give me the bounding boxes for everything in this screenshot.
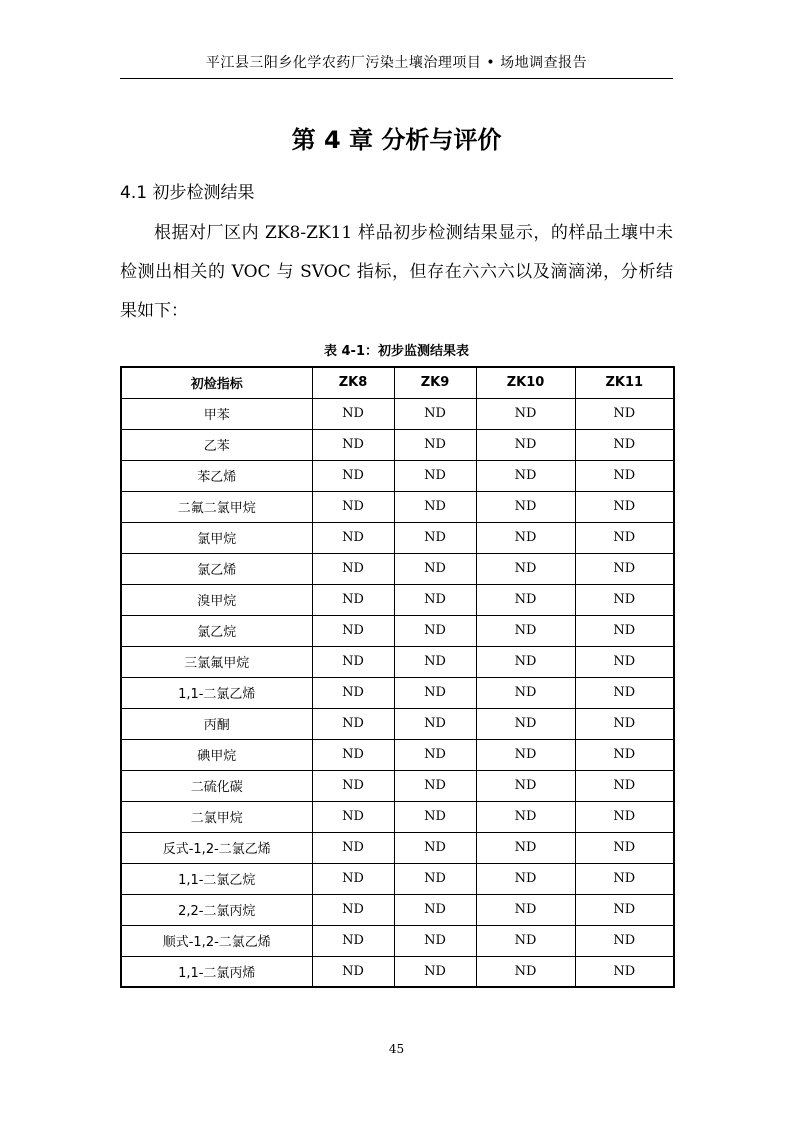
cell-zk11: ND bbox=[575, 801, 674, 832]
table-caption: 表 4-1：初步监测结果表 bbox=[323, 344, 469, 359]
cell-indicator: 甲苯 bbox=[121, 398, 312, 429]
cell-indicator: 1,1-二氯乙烷 bbox=[121, 863, 312, 894]
table-row bbox=[121, 708, 674, 739]
table-row bbox=[121, 956, 674, 987]
cell-zk9: ND bbox=[394, 894, 476, 925]
cell-indicator: 碘甲烷 bbox=[121, 739, 312, 770]
cell-indicator: 溴甲烷 bbox=[121, 584, 312, 615]
cell-zk11: ND bbox=[575, 429, 674, 460]
running-header: 平江县三阳乡化学农药厂污染土壤治理项目 • 场地调查报告 bbox=[205, 55, 588, 71]
cell-zk11: ND bbox=[575, 708, 674, 739]
cell-zk8: ND bbox=[312, 522, 394, 553]
cell-zk10: ND bbox=[476, 832, 575, 863]
cell-zk10: ND bbox=[476, 770, 575, 801]
cell-zk8: ND bbox=[312, 925, 394, 956]
table-body bbox=[121, 398, 674, 987]
cell-indicator: 1,1-二氯乙烯 bbox=[121, 677, 312, 708]
cell-zk11: ND bbox=[575, 956, 674, 987]
cell-zk8: ND bbox=[312, 863, 394, 894]
cell-zk9: ND bbox=[394, 801, 476, 832]
table-row bbox=[121, 522, 674, 553]
cell-zk8: ND bbox=[312, 646, 394, 677]
cell-zk9: ND bbox=[394, 956, 476, 987]
cell-zk11: ND bbox=[575, 646, 674, 677]
cell-zk11: ND bbox=[575, 460, 674, 491]
cell-zk8: ND bbox=[312, 615, 394, 646]
cell-zk8: ND bbox=[312, 739, 394, 770]
cell-zk10: ND bbox=[476, 522, 575, 553]
header-rule bbox=[120, 78, 673, 79]
cell-zk8: ND bbox=[312, 491, 394, 522]
cell-zk9: ND bbox=[394, 584, 476, 615]
cell-zk10: ND bbox=[476, 615, 575, 646]
cell-zk10: ND bbox=[476, 956, 575, 987]
cell-zk11: ND bbox=[575, 677, 674, 708]
cell-zk9: ND bbox=[394, 398, 476, 429]
cell-indicator: 2,2-二氯丙烷 bbox=[121, 894, 312, 925]
table-row bbox=[121, 677, 674, 708]
page-number: 45 bbox=[388, 1042, 405, 1056]
cell-zk10: ND bbox=[476, 553, 575, 584]
table-row bbox=[121, 646, 674, 677]
header-zk10: ZK10 bbox=[476, 367, 575, 398]
chapter-title: 第 4 章 分析与评价 bbox=[291, 126, 502, 154]
cell-zk10: ND bbox=[476, 894, 575, 925]
cell-zk11: ND bbox=[575, 584, 674, 615]
cell-zk10: ND bbox=[476, 491, 575, 522]
cell-zk8: ND bbox=[312, 770, 394, 801]
header-indicator: 初检指标 bbox=[121, 367, 312, 398]
cell-zk8: ND bbox=[312, 584, 394, 615]
cell-zk9: ND bbox=[394, 615, 476, 646]
cell-zk9: ND bbox=[394, 553, 476, 584]
cell-indicator: 丙酮 bbox=[121, 708, 312, 739]
table-row bbox=[121, 553, 674, 584]
cell-indicator: 氯乙烯 bbox=[121, 553, 312, 584]
cell-zk11: ND bbox=[575, 832, 674, 863]
cell-zk9: ND bbox=[394, 491, 476, 522]
cell-zk11: ND bbox=[575, 739, 674, 770]
cell-zk9: ND bbox=[394, 925, 476, 956]
cell-zk8: ND bbox=[312, 801, 394, 832]
cell-zk8: ND bbox=[312, 832, 394, 863]
cell-indicator: 1,1-二氯丙烯 bbox=[121, 956, 312, 987]
cell-zk11: ND bbox=[575, 770, 674, 801]
table-row bbox=[121, 863, 674, 894]
cell-zk8: ND bbox=[312, 677, 394, 708]
cell-zk10: ND bbox=[476, 677, 575, 708]
table-row bbox=[121, 832, 674, 863]
cell-zk9: ND bbox=[394, 739, 476, 770]
cell-zk10: ND bbox=[476, 925, 575, 956]
cell-zk10: ND bbox=[476, 398, 575, 429]
cell-zk10: ND bbox=[476, 460, 575, 491]
cell-indicator: 氯甲烷 bbox=[121, 522, 312, 553]
cell-zk10: ND bbox=[476, 429, 575, 460]
cell-zk8: ND bbox=[312, 398, 394, 429]
cell-zk11: ND bbox=[575, 398, 674, 429]
cell-zk9: ND bbox=[394, 863, 476, 894]
cell-zk9: ND bbox=[394, 677, 476, 708]
cell-zk9: ND bbox=[394, 770, 476, 801]
table-row bbox=[121, 429, 674, 460]
table-row bbox=[121, 491, 674, 522]
cell-zk10: ND bbox=[476, 646, 575, 677]
cell-indicator: 二氯甲烷 bbox=[121, 801, 312, 832]
table-row bbox=[121, 398, 674, 429]
body-paragraph: 根据对厂区内 ZK8-ZK11 样品初步检测结果显示，的样品土壤中未检测出相关的 VOC 与 SVOC 指标，但存在六六六以及滴滴涕，分析结果如下： bbox=[120, 223, 673, 321]
cell-zk8: ND bbox=[312, 894, 394, 925]
table-row bbox=[121, 584, 674, 615]
table-row bbox=[121, 739, 674, 770]
cell-indicator: 乙苯 bbox=[121, 429, 312, 460]
cell-zk9: ND bbox=[394, 832, 476, 863]
cell-indicator: 反式-1,2-二氯乙烯 bbox=[121, 832, 312, 863]
cell-zk8: ND bbox=[312, 553, 394, 584]
cell-zk10: ND bbox=[476, 584, 575, 615]
cell-zk11: ND bbox=[575, 894, 674, 925]
cell-zk9: ND bbox=[394, 460, 476, 491]
cell-zk10: ND bbox=[476, 863, 575, 894]
cell-zk9: ND bbox=[394, 522, 476, 553]
section-title: 4.1 初步检测结果 bbox=[120, 183, 255, 203]
cell-zk11: ND bbox=[575, 863, 674, 894]
cell-zk8: ND bbox=[312, 460, 394, 491]
cell-zk11: ND bbox=[575, 553, 674, 584]
table-row bbox=[121, 615, 674, 646]
table-header-row bbox=[121, 367, 674, 398]
cell-zk11: ND bbox=[575, 615, 674, 646]
header-zk11: ZK11 bbox=[575, 367, 674, 398]
cell-zk11: ND bbox=[575, 925, 674, 956]
cell-zk9: ND bbox=[394, 646, 476, 677]
cell-indicator: 氯乙烷 bbox=[121, 615, 312, 646]
cell-zk9: ND bbox=[394, 708, 476, 739]
header-zk8: ZK8 bbox=[312, 367, 394, 398]
table-row bbox=[121, 770, 674, 801]
cell-zk11: ND bbox=[575, 522, 674, 553]
table-row bbox=[121, 925, 674, 956]
cell-indicator: 三氯氟甲烷 bbox=[121, 646, 312, 677]
table-row bbox=[121, 894, 674, 925]
cell-indicator: 二硫化碳 bbox=[121, 770, 312, 801]
cell-zk8: ND bbox=[312, 956, 394, 987]
cell-indicator: 二氟二氯甲烷 bbox=[121, 491, 312, 522]
cell-zk10: ND bbox=[476, 739, 575, 770]
cell-zk10: ND bbox=[476, 708, 575, 739]
cell-zk9: ND bbox=[394, 429, 476, 460]
cell-indicator: 顺式-1,2-二氯乙烯 bbox=[121, 925, 312, 956]
table-row bbox=[121, 460, 674, 491]
cell-zk8: ND bbox=[312, 708, 394, 739]
cell-zk11: ND bbox=[575, 491, 674, 522]
cell-indicator: 苯乙烯 bbox=[121, 460, 312, 491]
header-zk9: ZK9 bbox=[394, 367, 476, 398]
cell-zk10: ND bbox=[476, 801, 575, 832]
table-row bbox=[121, 801, 674, 832]
results-table bbox=[120, 366, 675, 988]
cell-zk8: ND bbox=[312, 429, 394, 460]
